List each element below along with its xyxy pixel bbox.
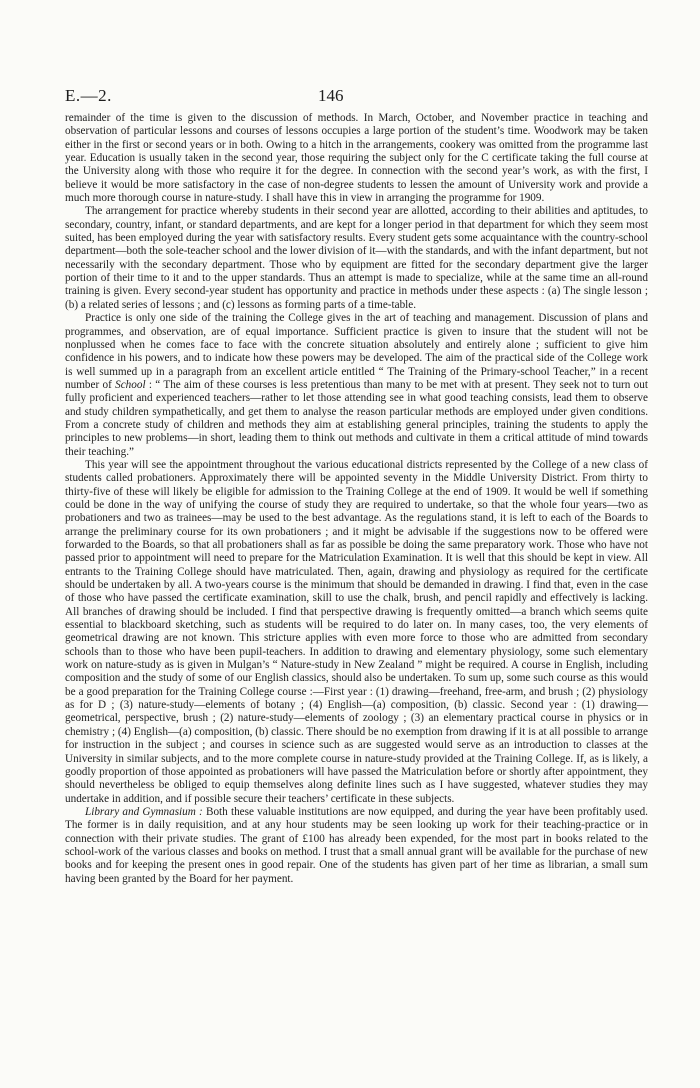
paragraph xyxy=(65,806,648,886)
document-reference: E.—2. xyxy=(65,86,112,105)
paragraph-text: : “ The aim of these courses is less pretentious than many to be met with at present. They seek not to turn out fully proficient and experienced teachers—rather to let those attending see in what good teaching consists, lead them to observe and study children sympathetically, and get them to analyse the reason particular methods are employed under given conditions. From a concrete study of children and methods they aim at establishing general principles, training the students to apply the principles to new problems—in short, leading them to think out methods and cultivate in them a critical attitude of mind towards their teaching.” xyxy=(65,378,648,458)
paragraph-text: Practice is only one side of the training the College gives in the art of teaching and management. Discussion of plans and programmes, and observation, are of equal importance. Sufficient practice is given to insure that the student will not be nonplussed when he comes face to face with the concrete situation absolutely and entirely alone ; sufficient to give him confidence in his powers, and to indicate how these powers may be developed. The aim of the practical side of the College work is well summed up in a paragraph from an excellent article entitled “ The Training of the Primary-school Teacher,” in a recent number of xyxy=(65,312,648,391)
paragraph: The arrangement for practice whereby students in their second year are allotted, according to their abilities and aptitudes, to secondary, country, infant, or standard departments, and are kept for a longer period in that department for which they seem most suited, has been employed during the year with satisfactory results. Every student gets some acquaintance with the country-school department—both the sole-teacher school and the lower division of it—with the standards, and with the infant department, but not necessarily with the secondary department. Those who by equipment are fitted for the secondary department give the larger portion of their time to it and to the upper standards. Thus an attempt is made to specialize, while at the same time an all-round training is given. Every second-year student has opportunity and practice in methods under these aspects : (a) The single lesson ; (b) a related series of lessons ; and (c) lessons as forming parts of a time-table. xyxy=(65,205,648,311)
paragraph-text: Both these valuable institutions are now equipped, and during the year have been profitably used. The former is in daily requisition, and at any hour students may be seen looking up work for their teaching-practice or in connection with their private studies. The grant of £100 has already been expended, for the most part in books related to the school-work of the various classes and books on method. I trust that a small annual grant will be available for the purchase of new books and for keeping the present ones in good repair. One of the students has given part of her time as librarian, a small sum having been granted by the Board for her payment. xyxy=(65,805,648,885)
section-heading: Library and Gymnasium : xyxy=(85,805,203,818)
paragraph: This year will see the appointment throughout the various educational districts represented by the College of a new class of students called probationers. Approximately there will be appointed seventy in the Middle University District. From thirty to thirty-five of these will likely be eligible for admission to the Training College at the end of 1909. It would be well if something could be done in the way of unifying the course of study they are required to undertake, so that the whole four years—two as probationers and two as trainees—may be used to the best advantage. As the regulations stand, it is left to each of the Boards to arrange the preliminary course for its own probationers ; and it might be advisable if the suggestions now to be offered were forwarded to the Boards, so that all probationers shall as far as possible be doing the same preparatory work. Those who have not passed prior to appointment will need to prepare for the Matriculation Examination. It is well that this should be kept in view. All entrants to the Training College should have matriculated. Then, again, drawing and physiology as required for the certificate should be undertaken by all. A two-years course is the minimum that should be demanded in drawing. I find that, even in the case of those who have passed the certificate examination, skill to use the chalk, brush, and pencil rapidly and effectively is lacking. All branches of drawing should be included. I find that perspective drawing is frequently omitted—a branch which seems quite essential to blackboard sketching, such as students will be required to do later on. In many cases, too, the very elements of geometrical drawing are not known. This stricture applies with even more force to those who are admitted from secondary schools than to those who have been pupil-teachers. In addition to drawing and elementary physiology, some such elementary work on nature-study as is given in Mulgan’s “ Nature-study in New Zealand ” might be required. A course in English, including composition and the study of some of our English classics, should also be undertaken. To sum up, some such course as this would be a good preparation for the Training College course :—First year : (1) drawing—freehand, free-arm, and brush ; (2) physiology as for D ; (3) nature-study—elements of botany ; (4) English—(a) composition, (b) classic. Second year : (1) drawing—geometrical, perspective, brush ; (2) nature-study—elements of zoology ; (3) an elementary practical course in physics or in chemistry ; (4) English—(a) composition, (b) classic. There should be no exemption from drawing if it is at all possible to arrange for instruction in the subject ; and courses in science such as are suggested would serve as an introduction to classes at the University in similar subjects, and to the more complete course in nature-study provided at the Training College. If, as is likely, a goodly proportion of those appointed as probationers will have passed the Matriculation before or shortly after appointment, they should nevertheless be obliged to equip themselves along definite lines such as I have suggested, whatever studies they may undertake in addition, and if possible secure their teachers’ certificate in these subjects. xyxy=(65,458,648,805)
body-text xyxy=(65,112,648,886)
paragraph: remainder of the time is given to the discussion of methods. In March, October, and November practice in teaching and observation of particular lessons and courses of lessons occupies a large portion of the student’s time. Woodwork may be taken either in the first or second years or in both. Owing to a hitch in the arrangements, cookery was omitted from the programme last year. Education is usually taken in the second year, those requiring the subject only for the C certificate taking the full course at the University along with those who require it for the degree. In connection with the second year’s work, as with the first, I believe it would be more satisfactory in the case of non-degree students to lessen the amount of University work and provide a much more thorough course in nature-study. I shall have this in view in arranging the programme for 1909. xyxy=(65,112,648,205)
italic-title: School xyxy=(115,378,146,391)
page-header xyxy=(65,86,648,112)
page-number: 146 xyxy=(318,86,344,105)
paragraph xyxy=(65,312,648,459)
